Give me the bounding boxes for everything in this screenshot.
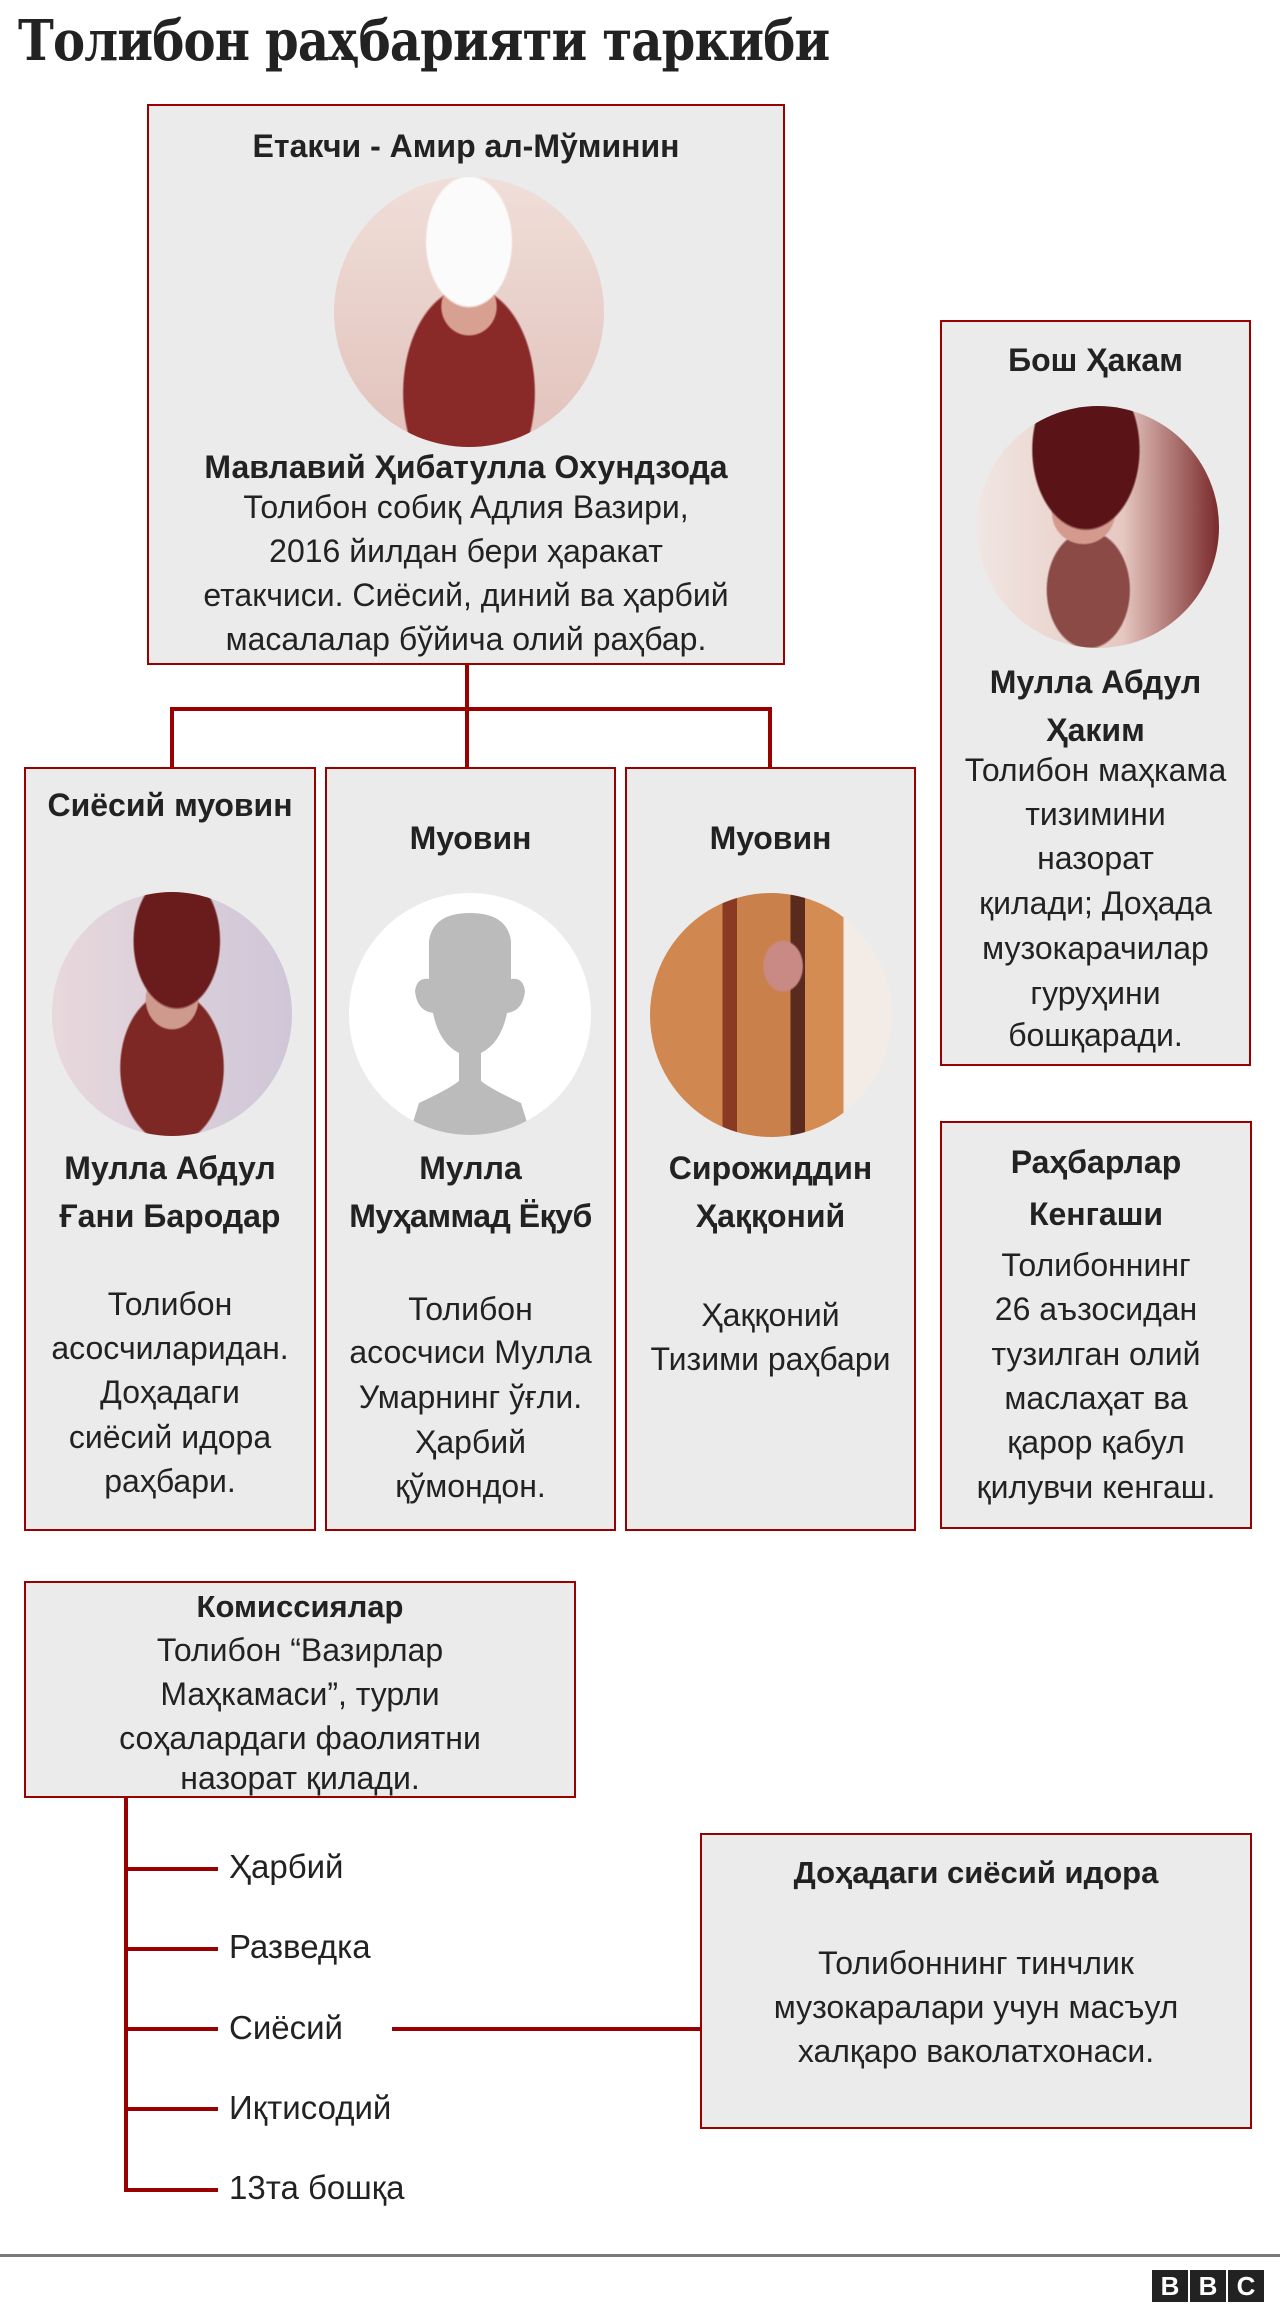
deputy-name-line: Мулла	[419, 1150, 522, 1186]
branch-line	[124, 2107, 218, 2111]
commissions-description-line: Толибон “Вазирлар	[156, 1632, 444, 1668]
deputy-name-line: Мулла Абдул	[64, 1150, 276, 1186]
deputy-description-line: асосчиси Мулла	[349, 1334, 592, 1370]
commissions-description-line: Маҳкамаси”, турли	[160, 1676, 440, 1712]
doha-office-title: Доҳадаги сиёсий идора	[793, 1855, 1159, 1890]
political-to-doha-connector	[392, 2027, 702, 2031]
chief-justice-box	[940, 320, 1251, 1066]
commissions-description-line: назорат қилади.	[180, 1760, 420, 1796]
chief-justice-description-line: тизимини	[1025, 796, 1166, 832]
council-description-line: 26 аъзосидан	[994, 1291, 1198, 1327]
connector-line	[465, 664, 469, 710]
deputy-box	[625, 767, 916, 1531]
commissions-description-line: соҳалардаги фаолиятни	[119, 1720, 481, 1756]
deputy-name-line: Ҳаққоний	[695, 1198, 846, 1234]
connector-line	[465, 707, 469, 768]
deputy-description-line: Толибон	[408, 1291, 533, 1327]
chief-justice-description-line: музокарачилар	[982, 930, 1209, 966]
chief-justice-role: Бош Ҳакам	[1008, 342, 1183, 378]
deputy-role: Муовин	[409, 820, 532, 856]
deputy-description-line: Толибон	[107, 1286, 233, 1322]
footer-divider	[0, 2254, 1280, 2257]
doha-office-box	[700, 1833, 1252, 2129]
branch-economic: Иқтисодий	[229, 2089, 392, 2126]
leader-description-line: 2016 йилдан бери ҳаракат	[269, 533, 663, 569]
leadership-council-box	[940, 1121, 1252, 1529]
chief-justice-photo	[977, 406, 1219, 648]
chief-justice-description-line: гуруҳини	[1030, 975, 1161, 1011]
deputy-description-line: Ҳарбий	[414, 1424, 526, 1460]
leader-description-line: Толибон собиқ Адлия Вазири,	[243, 489, 689, 525]
deputy-description-line: Доҳадаги	[100, 1374, 240, 1410]
deputy-box	[325, 767, 616, 1531]
deputy-description-line: Тизими раҳбари	[650, 1341, 891, 1377]
branch-other: 13та бошқа	[229, 2169, 405, 2206]
branch-line	[124, 1867, 218, 1871]
bbc-logo-letter: B	[1152, 2270, 1188, 2302]
bbc-logo-letter: B	[1190, 2270, 1226, 2302]
deputy-description-line: асосчиларидан.	[51, 1330, 289, 1366]
leader-name: Мавлавий Ҳибатулла Охундзода	[204, 449, 728, 485]
council-title-line: Раҳбарлар	[1010, 1144, 1182, 1180]
branch-line	[124, 2027, 218, 2031]
connector-line	[170, 707, 772, 711]
council-title-line: Кенгаши	[1028, 1196, 1164, 1232]
branch-trunk-line	[124, 1797, 128, 2192]
deputy-description-line: раҳбари.	[104, 1463, 236, 1499]
chief-justice-description-line: Толибон маҳкама	[964, 752, 1227, 788]
leader-description-line: масалалар бўйича олий раҳбар.	[225, 621, 707, 657]
branch-political: Сиёсий	[229, 2009, 343, 2046]
page-title: Толибон раҳбарияти таркиби	[18, 8, 830, 74]
deputy-photo	[650, 893, 892, 1137]
leader-box	[147, 104, 785, 665]
deputy-role: Сиёсий муовин	[47, 787, 293, 823]
chief-justice-description-line: қилади; Доҳада	[979, 885, 1212, 921]
chief-justice-description-line: бошқаради.	[1008, 1017, 1183, 1053]
connector-line	[170, 707, 174, 768]
chief-justice-name-line: Ҳаким	[1046, 712, 1145, 748]
commissions-title: Комиссиялар	[196, 1589, 404, 1624]
user-silhouette-icon	[349, 893, 591, 1135]
leader-photo	[334, 177, 604, 447]
connector-line	[768, 707, 772, 768]
branch-military: Ҳарбий	[229, 1848, 344, 1885]
council-description-line: тузилган олий	[991, 1336, 1201, 1372]
deputy-description-line: Ҳаққоний	[701, 1297, 840, 1333]
chief-justice-name-line: Мулла Абдул	[989, 664, 1202, 700]
council-description-line: Толибоннинг	[1001, 1247, 1191, 1283]
deputy-description-line: сиёсий идора	[68, 1419, 272, 1455]
branch-line	[124, 2188, 218, 2192]
deputy-name-line: Ғани Бародар	[59, 1198, 281, 1234]
leader-description-line: етакчиси. Сиёсий, диний ва ҳарбий	[203, 577, 729, 613]
doha-office-description-line: музокаралари учун масъул	[773, 1989, 1179, 2025]
branch-line	[124, 1947, 218, 1951]
deputy-name-line: Муҳаммад Ёқуб	[349, 1198, 592, 1234]
chief-justice-description-line: назорат	[1037, 840, 1154, 876]
branch-intelligence: Разведка	[229, 1928, 371, 1965]
commissions-box	[24, 1581, 576, 1798]
deputy-description-line: Умарнинг ўғли.	[358, 1379, 583, 1415]
council-description-line: қарор қабул	[1007, 1424, 1185, 1460]
doha-office-description-line: Толибоннинг тинчлик	[818, 1945, 1134, 1981]
deputy-role: Муовин	[709, 820, 832, 856]
deputy-name-line: Сирожиддин	[668, 1150, 873, 1186]
deputy-description-line: қўмондон.	[395, 1468, 546, 1504]
placeholder-silhouette-photo	[349, 893, 591, 1135]
leader-role: Етакчи - Амир ал-Мўминин	[252, 128, 680, 164]
council-description-line: қилувчи кенгаш.	[976, 1469, 1216, 1505]
deputy-box	[24, 767, 316, 1531]
deputy-photo	[52, 892, 292, 1136]
council-description-line: маслаҳат ва	[1004, 1380, 1188, 1416]
bbc-logo-letter: C	[1228, 2270, 1264, 2302]
doha-office-description-line: халқаро ваколатхонаси.	[797, 2033, 1155, 2069]
